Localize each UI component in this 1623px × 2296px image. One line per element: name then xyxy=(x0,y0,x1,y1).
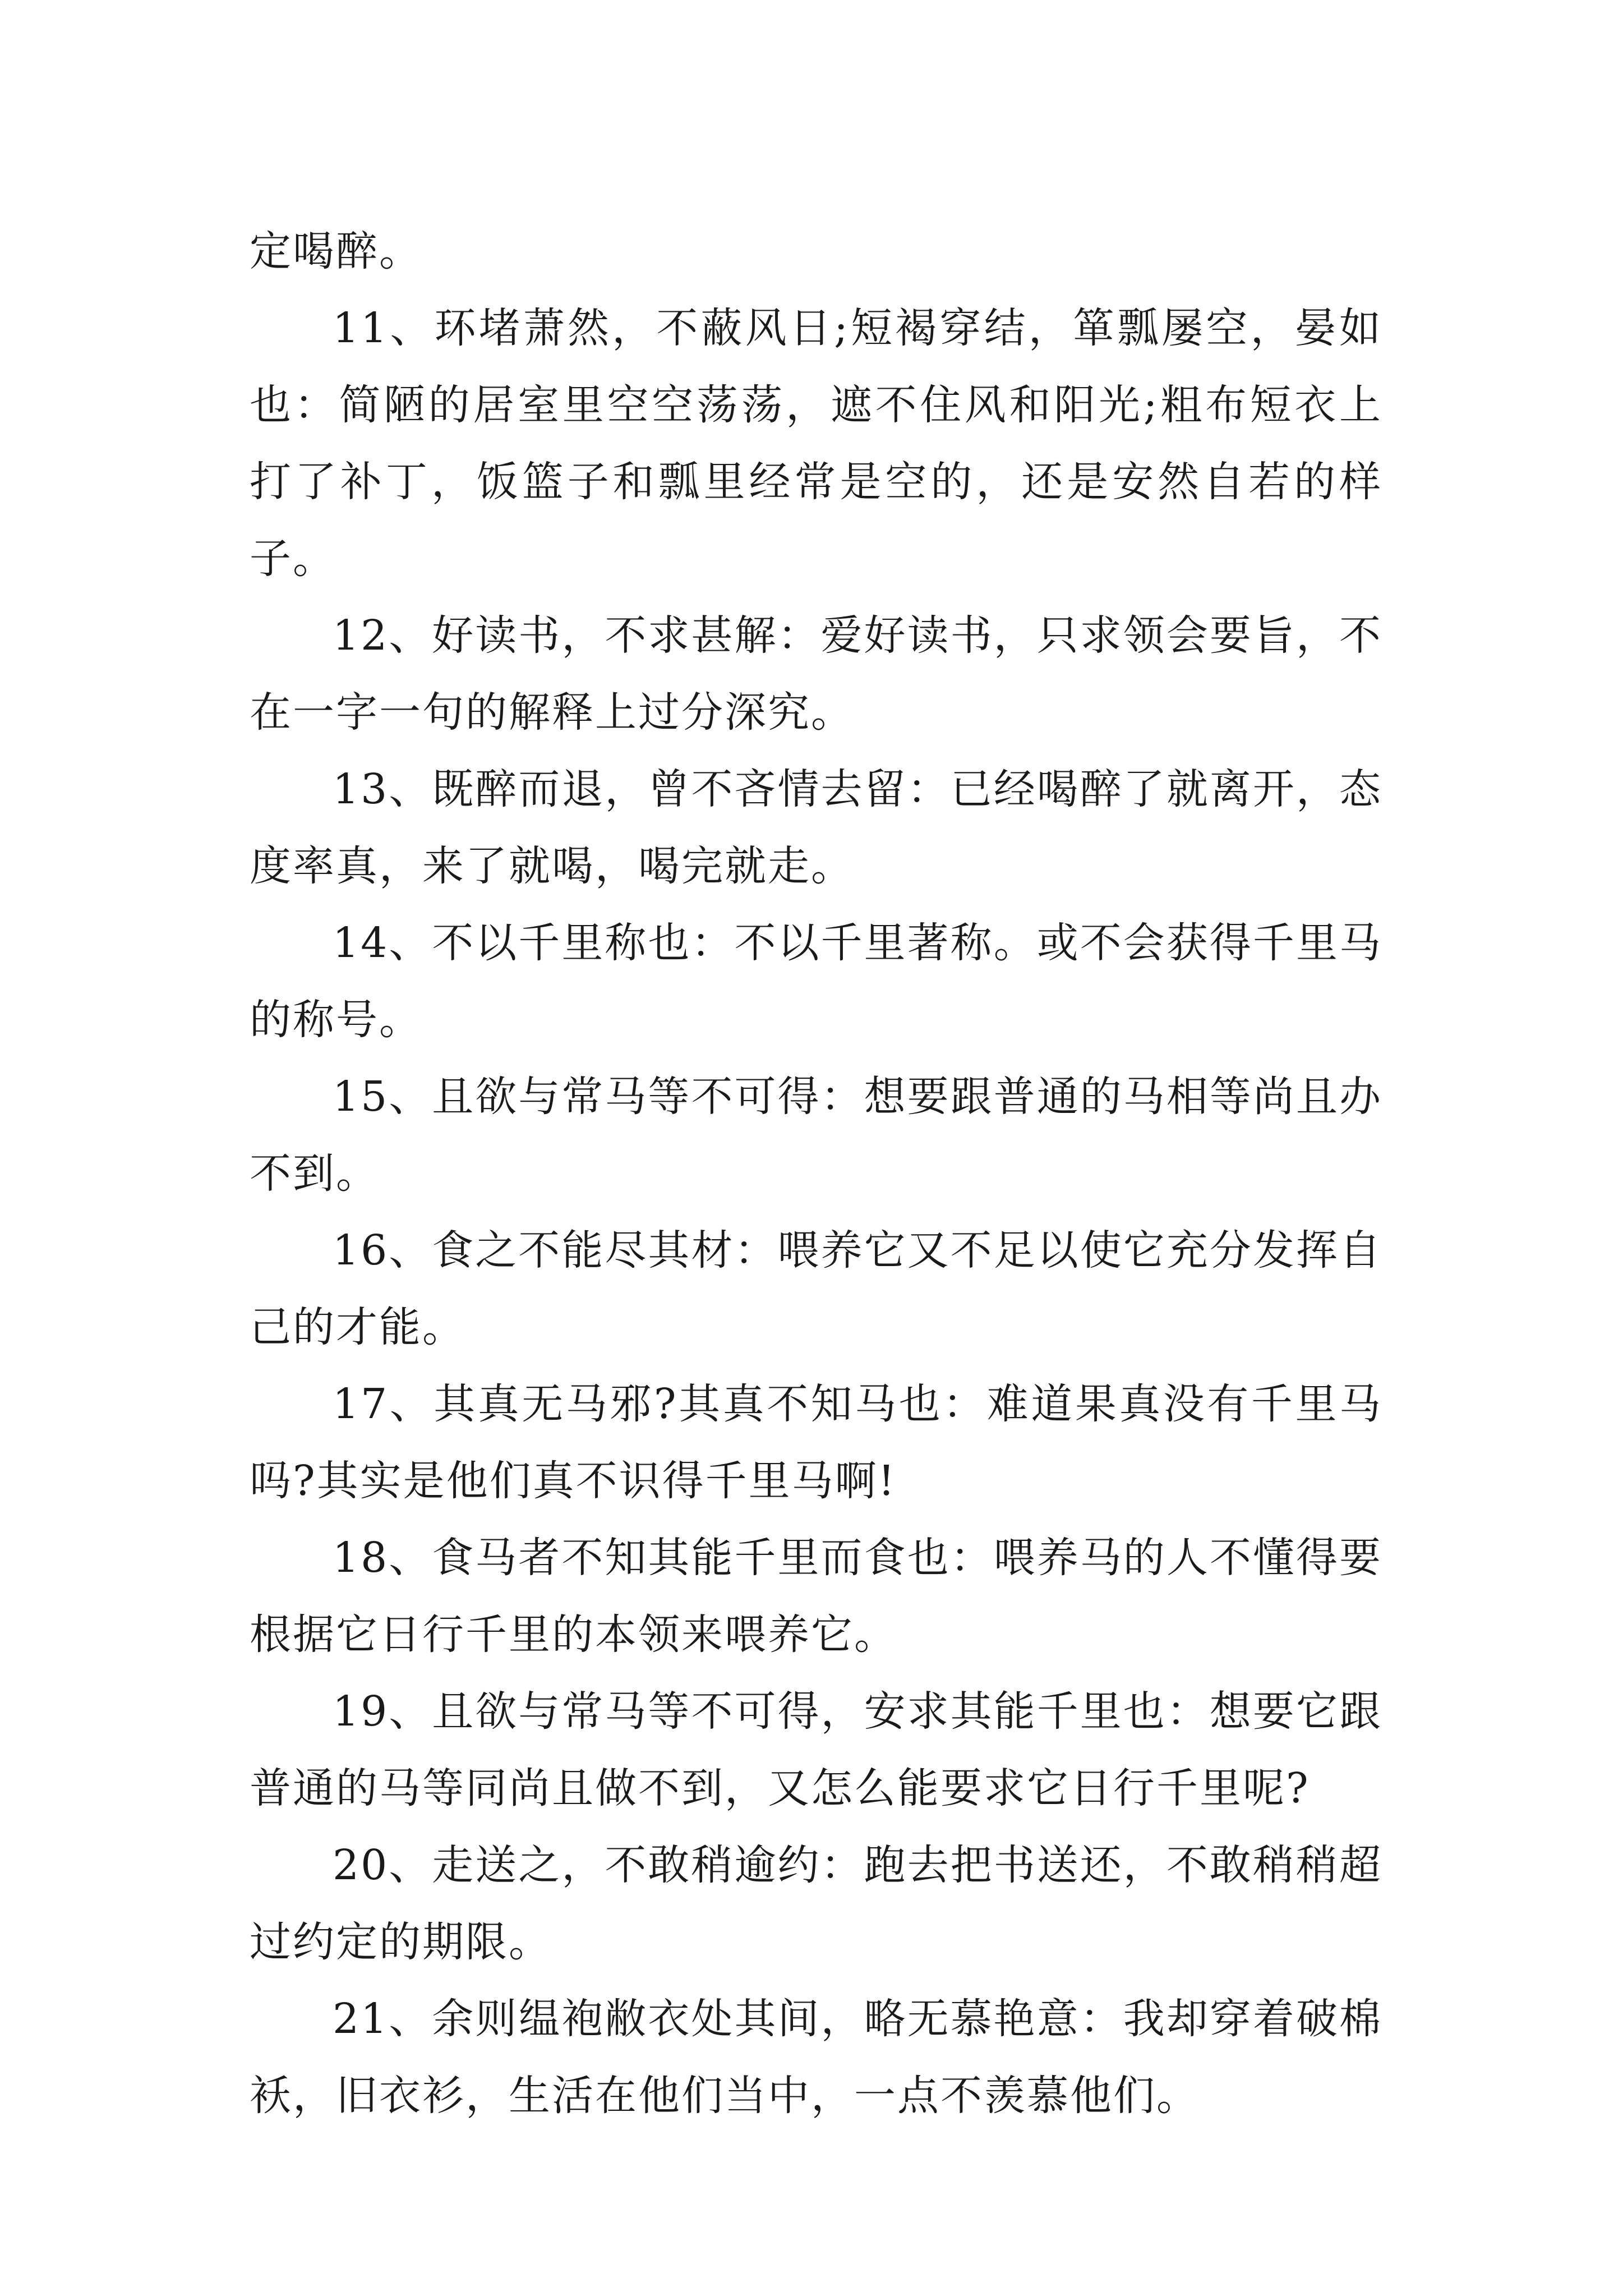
paragraph-12: 12、好读书，不求甚解：爱好读书，只求领会要旨，不在一字一句的解释上过分深究。 xyxy=(250,611,1382,737)
paragraph-14: 14、不以千里称也：不以千里著称。或不会获得千里马的称号。 xyxy=(250,919,1382,1044)
paragraph-11: 11、环堵萧然，不蔽风日;短褐穿结，箪瓢屡空，晏如也：简陋的居室里空空荡荡，遮不住风和阳光;粗布短衣上打了补丁，饭篮子和瓢里经常是空的，还是安然自若的样子。 xyxy=(250,304,1382,583)
paragraph-18: 18、食马者不知其能千里而食也：喂养马的人不懂得要根据它日行千里的本领来喂养它。 xyxy=(250,1534,1382,1659)
paragraph-15: 15、且欲与常马等不可得：想要跟普通的马相等尚且办不到。 xyxy=(250,1073,1382,1198)
paragraph-20: 20、走送之，不敢稍逾约：跑去把书送还，不敢稍稍超过约定的期限。 xyxy=(250,1841,1382,1966)
document-body xyxy=(250,213,1382,2134)
paragraph-16: 16、食之不能尽其材：喂养它又不足以使它充分发挥自己的才能。 xyxy=(250,1226,1382,1351)
continuation-paragraph: 定喝醉。 xyxy=(250,227,422,275)
paragraph-19: 19、且欲与常马等不可得，安求其能千里也：想要它跟普通的马等同尚且做不到，又怎么能要求它日行千里呢? xyxy=(250,1687,1382,1812)
paragraph-21: 21、余则缊袍敝衣处其间，略无慕艳意：我却穿着破棉袄，旧衣衫，生活在他们当中，一点不羡慕他们。 xyxy=(250,1995,1382,2120)
paragraph-13: 13、既醉而退，曾不吝情去留：已经喝醉了就离开，态度率真，来了就喝，喝完就走。 xyxy=(250,765,1382,890)
paragraph-17: 17、其真无马邪?其真不知马也：难道果真没有千里马吗?其实是他们真不识得千里马啊! xyxy=(250,1380,1382,1505)
